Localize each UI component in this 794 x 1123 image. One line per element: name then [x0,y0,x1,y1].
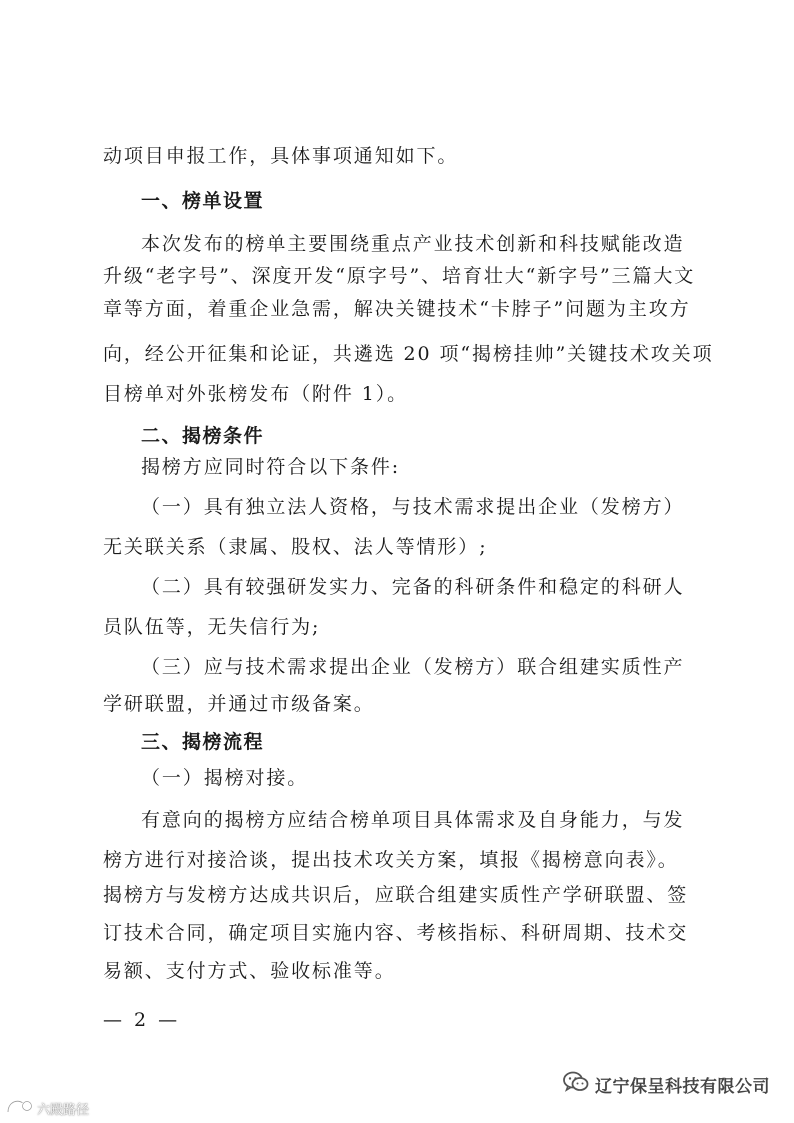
body-line: 动项目申报工作，具体事项通知如下。 [103,145,459,167]
body-line: （一）揭榜对接。 [141,767,309,789]
section-heading: 一、榜单设置 [141,190,265,212]
watermark-brand-text: 辽宁保呈科技有限公司 [595,1077,770,1097]
page-number: — 2 — [103,1009,181,1031]
body-line: 榜方进行对接洽谈，提出技术攻关方案，填报《揭榜意向表》。 [103,849,679,871]
body-line: （二）具有较强研发实力、完备的科研条件和稳定的科研人 [141,576,685,598]
body-line: 揭榜方应同时符合以下条件: [141,456,401,478]
body-line: 升级“老字号”、深度开发“原字号”、培育壮大“新字号”三篇大文 [103,265,696,287]
watermark-left [4,1096,89,1120]
body-line: （一）具有独立法人资格，与技术需求提出企业（发榜方） [141,496,685,518]
body-line: 有意向的揭榜方应结合榜单项目具体需求及自身能力，与发 [141,809,685,831]
section-heading: 二、揭榜条件 [141,425,265,447]
body-line: 易额、支付方式、验收标准等。 [103,960,396,982]
body-line: 本次发布的榜单主要围绕重点产业技术创新和科技赋能改造 [141,233,685,255]
section-heading: 三、揭榜流程 [141,731,265,753]
body-line: 向，经公开征集和论证，共遴选 20 项“揭榜挂帅”关键技术攻关项 [103,343,714,365]
body-line: 目榜单对外张榜发布（附件 1）。 [103,383,409,405]
body-line: 员队伍等，无失信行为; [103,616,321,638]
watermark-left-text: 六殿路径 [37,1102,90,1118]
body-line: （三）应与技术需求提出企业（发榜方）联合组建实质性产 [141,656,685,678]
body-line: 揭榜方与发榜方达成共识后，应联合组建实质性产学研联盟、签 [103,884,689,906]
logo-icon [4,1096,34,1120]
body-line: 学研联盟，并通过市级备案。 [103,693,375,715]
body-line: 订技术合同，确定项目实施内容、考核指标、科研周期、技术交 [103,922,689,944]
body-line: 无关联关系（隶属、股权、法人等情形）; [103,536,488,558]
wechat-icon [563,1071,589,1098]
watermark-right [563,1071,770,1098]
body-line: 章等方面，着重企业急需，解决关键技术“卡脖子”问题为主攻方 [103,298,691,320]
